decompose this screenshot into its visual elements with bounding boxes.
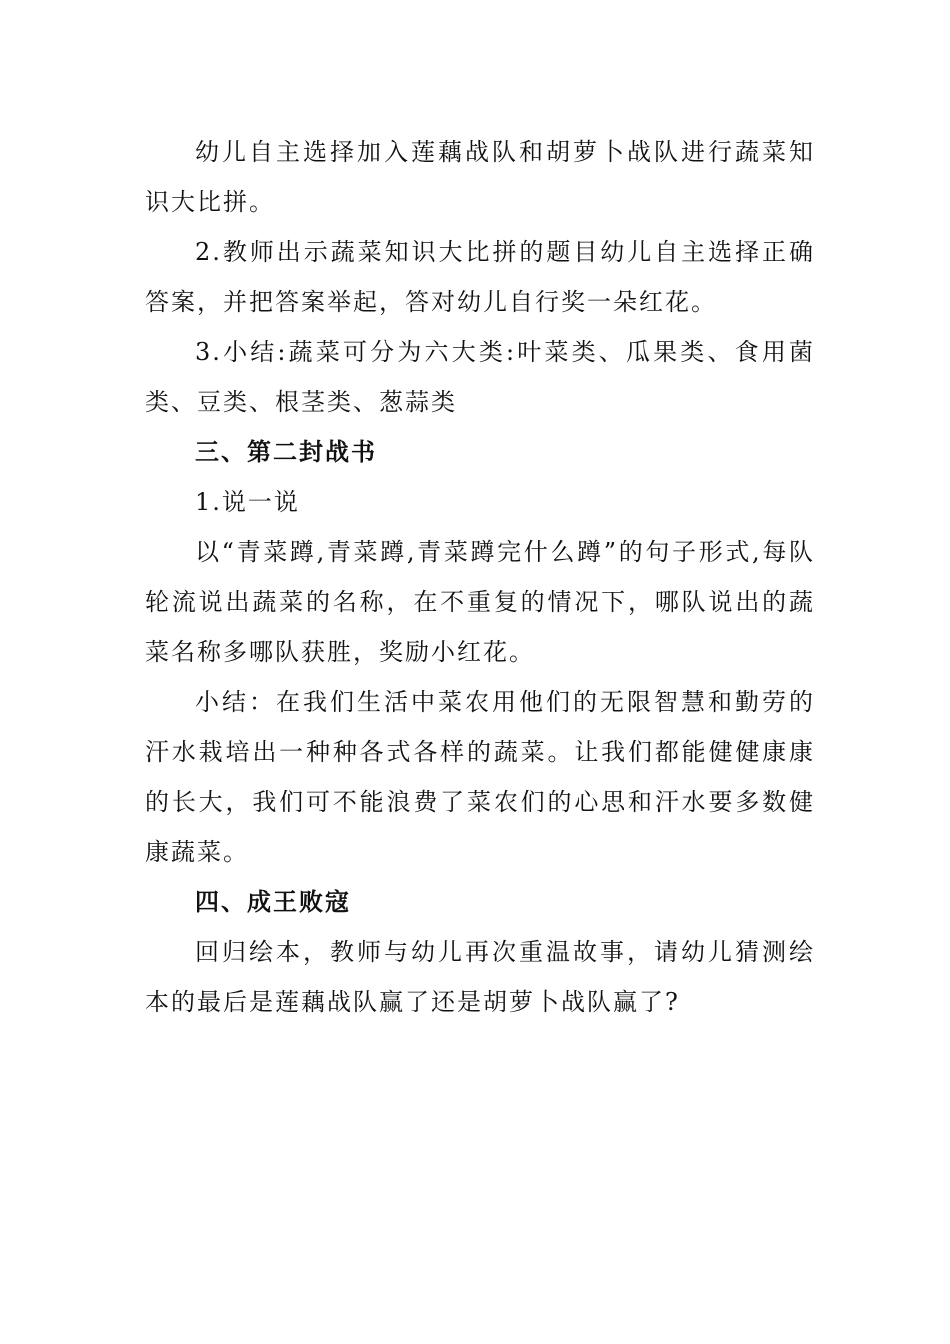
paragraph-step-3-summary: 3.小结:蔬菜可分为六大类:叶菜类、瓜果类、食用菌类、豆类、根茎类、葱蒜类 [145, 338, 815, 416]
section-heading-3: 三、第二封战书 [195, 438, 377, 466]
paragraph-step-2: 2.教师出示蔬菜知识大比拼的题目幼儿自主选择正确答案，并把答案举起，答对幼儿自行奖一朵红花。 [145, 238, 815, 316]
document-body [145, 127, 815, 1027]
paragraph-team-selection: 幼儿自主选择加入莲藕战队和胡萝卜战队进行蔬菜知识大比拼。 [145, 138, 815, 216]
paragraph-game-rules: 以“青菜蹲,青菜蹲,青菜蹲完什么蹲”的句子形式,每队轮流说出蔬菜的名称，在不重复的情况下，哪队说出的蔬菜名称多哪队获胜，奖励小红花。 [145, 538, 815, 666]
section-heading-4: 四、成王败寇 [195, 888, 351, 916]
paragraph-return-to-book: 回归绘本，教师与幼儿再次重温故事，请幼儿猜测绘本的最后是莲藕战队赢了还是胡萝卜战队赢了? [145, 938, 815, 1016]
paragraph-say-it: 1.说一说 [195, 488, 300, 516]
paragraph-summary: 小结：在我们生活中菜农用他们的无限智慧和勤劳的汗水栽培出一种种各式各样的蔬菜。让我们都能健健康康的长大，我们可不能浪费了菜农们的心思和汗水要多数健康蔬菜。 [145, 688, 815, 866]
